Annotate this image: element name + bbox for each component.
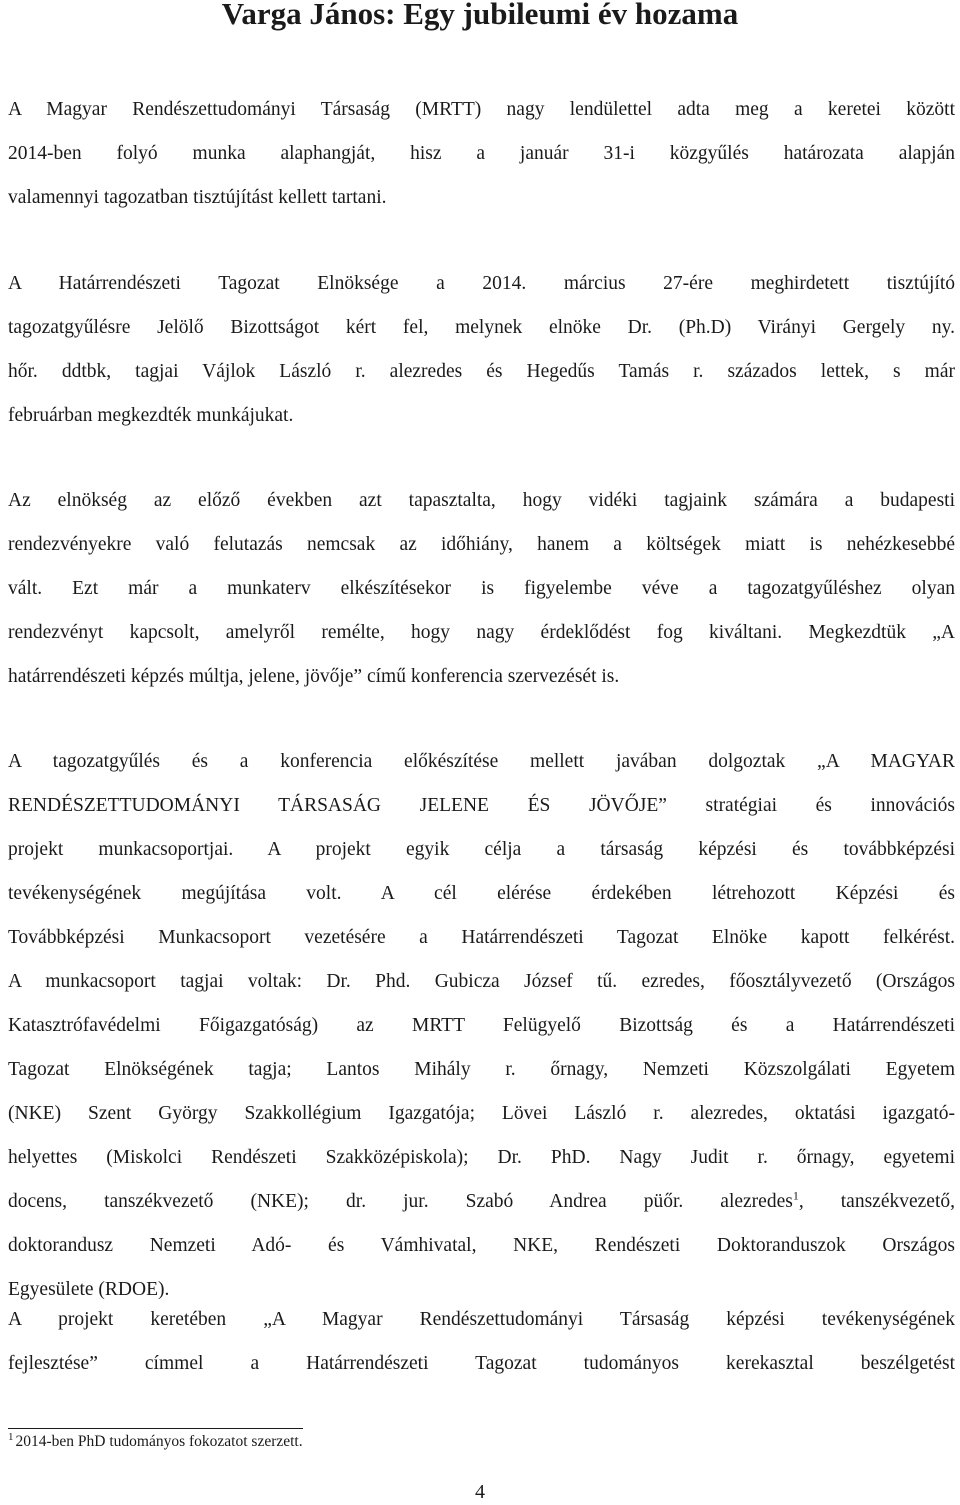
footnote-divider <box>8 1428 303 1429</box>
text-line: rendezvényt kapcsolt, amelyről remélte, hogy nagy érdeklődést fog kiváltani. Megkezdtük „A <box>8 622 955 643</box>
text-line: (NKE) Szent György Szakkollégium Igazgatója; Lövei László r. alezredes, oktatási igazgató- <box>8 1103 955 1124</box>
text-line: Továbbképzési Munkacsoport vezetésére a Határrendészeti Tagozat Elnöke kapott felkérést. <box>8 927 955 948</box>
page-title: Varga János: Egy jubileumi év hozama <box>221 0 739 31</box>
text-line: doktorandusz Nemzeti Adó- és Vámhivatal, NKE, Rendészeti Doktoranduszok Országos <box>8 1235 955 1256</box>
text-line: A projekt keretében „A Magyar Rendészettudományi Társaság képzési tevékenységének <box>8 1309 955 1330</box>
text-line: projekt munkacsoportjai. A projekt egyik célja a társaság képzési és továbbképzési <box>8 839 955 860</box>
text-line: februárban megkezdték munkájukat. <box>8 405 294 426</box>
text-segment: docens, tanszékvezető (NKE); dr. jur. Szabó Andrea püőr. alezredes <box>8 1191 793 1212</box>
paragraph-5 <box>8 1298 955 1386</box>
text-line: A Határrendészeti Tagozat Elnöksége a 2014. március 27-ére meghirdetett tisztújító <box>8 273 955 294</box>
text-line-with-footnote-ref <box>8 1180 955 1224</box>
text-line: 2014-ben folyó munka alaphangját, hisz a január 31-i közgyűlés határozata alapján <box>8 143 955 164</box>
paragraph-1 <box>8 88 955 220</box>
text-line: valamennyi tagozatban tisztújítást kellett tartani. <box>8 187 387 208</box>
text-line: fejlesztése” címmel a Határrendészeti Tagozat tudományos kerekasztal beszélgetést <box>8 1353 955 1374</box>
text-line: vált. Ezt már a munkaterv elkészítésekor is figyelembe véve a tagozatgyűléshez olyan <box>8 578 955 599</box>
text-line: tevékenységének megújítása volt. A cél elérése érdekében létrehozott Képzési és <box>8 883 955 904</box>
text-line: RENDÉSZETTUDOMÁNYI TÁRSASÁG JELENE ÉS JÖVŐJE” stratégiai és innovációs <box>8 795 955 816</box>
footnote <box>8 1432 303 1452</box>
text-line: A munkacsoport tagjai voltak: Dr. Phd. Gubicza József tű. ezredes, főosztályvezető (Országos <box>8 971 955 992</box>
text-line: tagozatgyűlésre Jelölő Bizottságot kért fel, melynek elnöke Dr. (Ph.D) Virányi Gergely ny. <box>8 317 955 338</box>
text-line: A tagozatgyűlés és a konferencia előkészítése mellett javában dolgoztak „A MAGYAR <box>8 751 955 772</box>
text-line: Tagozat Elnökségének tagja; Lantos Mihály r. őrnagy, Nemzeti Közszolgálati Egyetem <box>8 1059 955 1080</box>
text-line: Az elnökség az előző években azt tapasztalta, hogy vidéki tagjaink számára a budapesti <box>8 490 955 511</box>
text-line: határrendészeti képzés múltja, jelene, jövője” című konferencia szervezését is. <box>8 666 620 687</box>
paragraph-3 <box>8 479 955 699</box>
text-line: rendezvényekre való felutazás nemcsak az időhiány, hanem a költségek miatt is nehézkesebbé <box>8 534 955 555</box>
text-line: helyettes (Miskolci Rendészeti Szakközépiskola); Dr. PhD. Nagy Judit r. őrnagy, egyetemi <box>8 1147 955 1168</box>
footnote-reference[interactable]: 1 <box>792 1188 799 1203</box>
text-line: Katasztrófavédelmi Főigazgatóság) az MRTT Felügyelő Bizottság és a Határrendészeti <box>8 1015 955 1036</box>
text-line: A Magyar Rendészettudományi Társaság (MRTT) nagy lendülettel adta meg a keretei között <box>8 99 955 120</box>
text-line: hőr. ddtbk, tagjai Vájlok László r. alezredes és Hegedűs Tamás r. százados lettek, s már <box>8 361 955 382</box>
footnote-text: 2014-ben PhD tudományos fokozatot szerzett. <box>15 1433 303 1450</box>
page-number: 4 <box>475 1481 485 1503</box>
footnote-number: 1 <box>8 1430 14 1443</box>
paragraph-2 <box>8 262 955 438</box>
text-line: Egyesülete (RDOE). <box>8 1279 170 1300</box>
text-segment: , tanszékvezető, <box>798 1191 955 1212</box>
paragraph-4 <box>8 740 955 1312</box>
